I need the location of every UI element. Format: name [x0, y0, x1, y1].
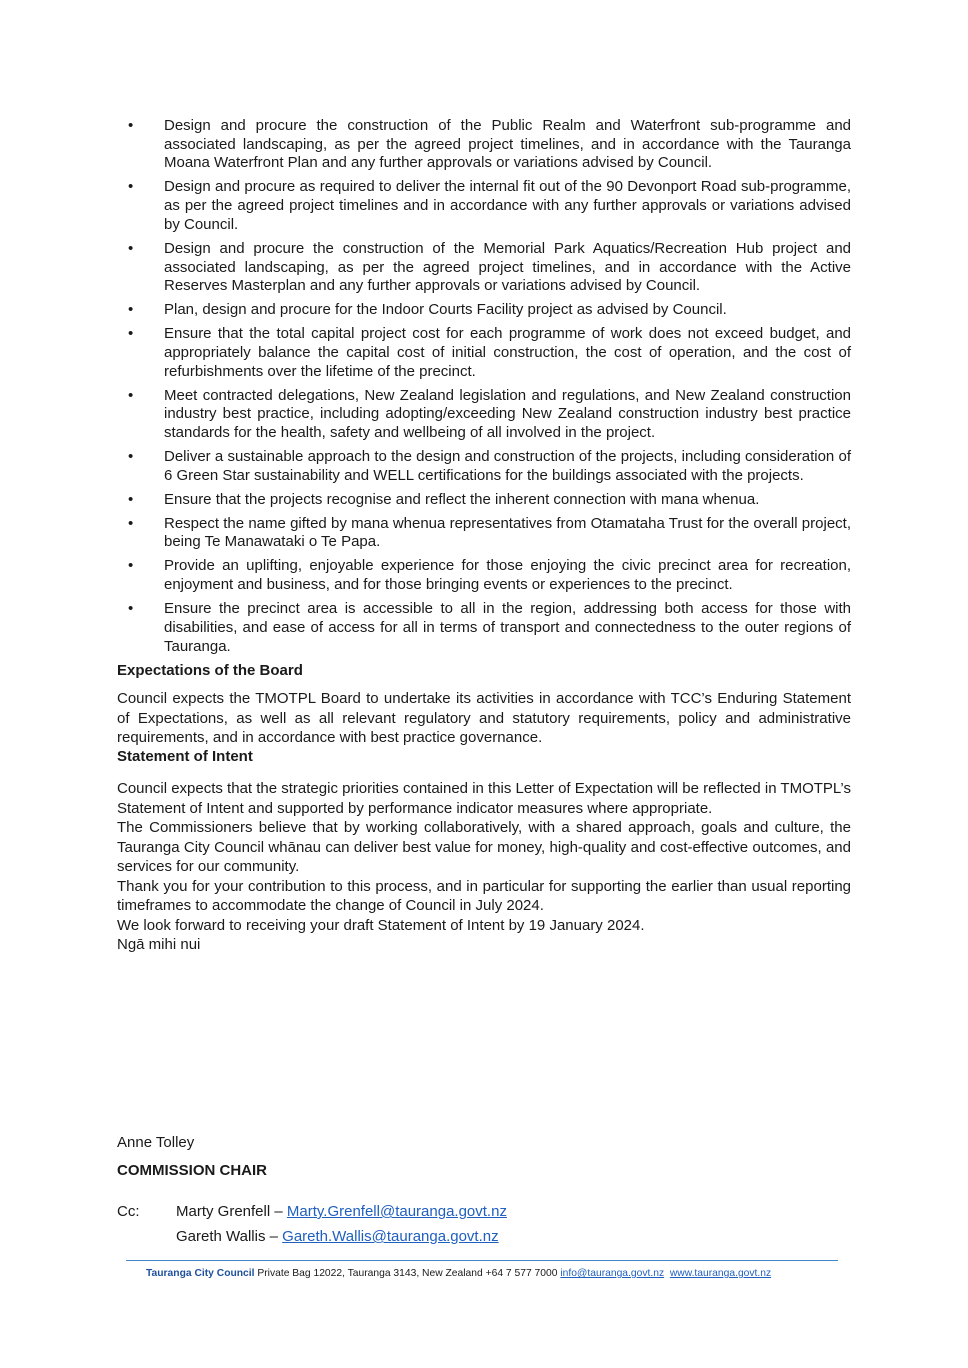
list-item: • Plan, design and procure for the Indoor Courts Facility project as advised by Council. — [128, 301, 727, 319]
bullet-icon: • — [128, 490, 134, 508]
thanks-paragraph: Thank you for your contribution to this process, and in particular for supporting the earlier than usual reporting timeframes to accommodate the change of Council in July 2024. — [117, 877, 851, 915]
footer-email-link[interactable]: info@tauranga.govt.nz — [560, 1268, 665, 1279]
list-item: • Ensure that the projects recognise and reflect the inherent connection with mana whenua. — [128, 490, 760, 508]
cc-email-link[interactable]: Gareth.Wallis@tauranga.govt.nz — [282, 1228, 499, 1245]
letterhead-footer — [146, 1267, 771, 1281]
letter-body — [117, 117, 851, 955]
cc-recipient: Cc: Marty Grenfell – Marty.Grenfell@tauranga.govt.nz — [117, 1203, 507, 1220]
list-item: • Respect the name gifted by mana whenua representatives from Otamataha Trust for the overall project, being Te Manawataki o Te Papa. — [128, 514, 851, 551]
signatory-name: Anne Tolley — [117, 1134, 195, 1151]
closing-salutation: Ngā mihi nui — [117, 936, 201, 954]
bullet-icon: • — [128, 557, 134, 575]
signature-block — [117, 1133, 851, 1180]
expectations-list — [117, 117, 851, 656]
cc-block — [117, 1202, 851, 1252]
list-item: • Ensure that the total capital project cost for each programme of work does not exceed budget, and appropriately balance the capital cost of initial construction, the cost of operation, and the cost of refurbishments over the lifetime of the precinct. — [128, 325, 851, 380]
bullet-icon: • — [128, 117, 134, 134]
cc-email-link[interactable]: Marty.Grenfell@tauranga.govt.nz — [286, 1203, 507, 1220]
bullet-icon: • — [128, 239, 134, 257]
footer-address: Private Bag 12022, Tauranga 3143, New Zealand +64 7 577 7000 — [254, 1268, 561, 1279]
list-item: • Deliver a sustainable approach to the design and construction of the projects, including consideration of 6 Green Star sustainability and WELL certifications for the buildings associated with the projects. — [128, 448, 851, 484]
list-item: • Ensure the precinct area is accessible to all in the region, addressing both access for those with disabilities, and ease of access for all in terms of transport and connectedness to the outer regions of Tauranga. — [128, 600, 851, 655]
bullet-icon: • — [128, 600, 134, 618]
footer-website-link[interactable]: www.tauranga.govt.nz — [669, 1268, 772, 1279]
list-item: • Design and procure the construction of the Public Realm and Waterfront sub-programme and associated landscaping, as per the agreed project timelines, and in accordance with the Tauranga Moana Waterfront Plan and any further approvals or variations advised by Council. — [128, 117, 851, 172]
bullet-icon: • — [128, 325, 134, 343]
cc-recipient-name: Gareth Wallis — [176, 1228, 266, 1245]
cc-label: Cc: — [117, 1203, 140, 1220]
list-item: • Design and procure as required to deliver the internal fit out of the 90 Devonport Road sub-programme, as per the agreed project timelines and in accordance with any further approvals or variations advised by Council. — [128, 178, 851, 233]
bullet-icon: • — [128, 514, 134, 532]
footer-org-name: Tauranga City Council — [146, 1268, 255, 1279]
deadline-paragraph: We look forward to receiving your draft Statement of Intent by 19 January 2024. — [117, 916, 645, 934]
bullet-icon: • — [128, 301, 134, 319]
bullet-icon: • — [128, 386, 134, 404]
commissioners-paragraph: The Commissioners believe that by working collaboratively, with a shared approach, goals and culture, the Tauranga City Council whānau can deliver best value for money, high-quality and cost-effective outcomes, and services for our community. — [117, 819, 851, 876]
bullet-icon: • — [128, 178, 134, 196]
cc-recipient: Gareth Wallis – Gareth.Wallis@tauranga.govt.nz — [176, 1228, 499, 1245]
list-item: • Meet contracted delegations, New Zealand legislation and regulations, and New Zealand construction industry best practice, including adopting/exceeding New Zealand construction industry best practice standards for the health, safety and wellbeing of all involved in the project. — [128, 386, 851, 442]
list-item: • Design and procure the construction of the Memorial Park Aquatics/Recreation Hub project and associated landscaping, as per the agreed project timelines, and in accordance with the Active Reserves Masterplan and any further approvals or variations advised by Council. — [128, 239, 851, 295]
board-paragraph: Council expects the TMOTPL Board to undertake its activities in accordance with TCC’s Enduring Statement of Expectations, as well as all relevant regulatory and statutory requirements, policy and administrative requirements, and in accordance with best practice governance. — [117, 690, 851, 747]
list-item: • Provide an uplifting, enjoyable experience for those enjoying the civic precinct area for recreation, enjoyment and business, and for those bringing events or experiences to the precinct. — [128, 557, 851, 594]
bullet-icon: • — [128, 448, 134, 466]
footer-divider — [126, 1260, 838, 1261]
soi-paragraph: Council expects that the strategic priorities contained in this Letter of Expectation will be reflected in TMOTPL’s Statement of Intent and supported by performance indicator measures where appropriate. — [117, 780, 851, 817]
board-heading: Expectations of the Board — [117, 661, 303, 679]
soi-heading: Statement of Intent — [117, 747, 253, 765]
signatory-title: COMMISSION CHAIR — [117, 1162, 267, 1179]
cc-recipient-name: Marty Grenfell — [176, 1203, 271, 1220]
